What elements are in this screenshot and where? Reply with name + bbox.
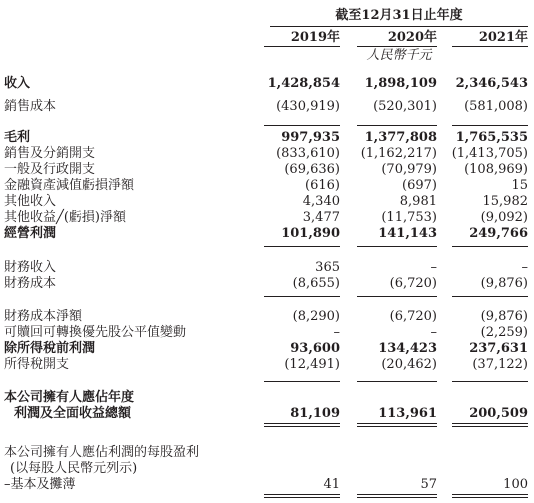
col1-header-rule [264,46,340,47]
row-value: (1,413,705) [451,146,528,161]
row-value: 249,766 [469,226,528,241]
period-heading: 截至12月31日止年度 [335,8,463,23]
row-value: 237,631 [469,341,528,356]
col2-header-rule [357,46,437,47]
row-value: – [521,260,528,275]
total-label-line2: 利潤及全面收益總額 [14,406,132,421]
col3-header-rule [452,46,528,47]
eps-double-rule [264,494,340,495]
total-double-rule [357,426,437,427]
row-label: 收入 [4,76,31,91]
row-label: 一般及行政開支 [4,162,96,177]
row-value: 101,890 [281,226,340,241]
row-value: (108,969) [464,162,528,177]
row-value: 4,340 [302,194,340,209]
eps-double-rule [357,494,437,495]
row-value: (6,720) [389,276,437,291]
row-label: 銷售及分銷開支 [4,146,96,161]
rule-operating [357,246,437,247]
rule-cost [264,125,340,126]
header-rule [270,26,528,27]
row-value: (69,636) [284,162,340,177]
row-value: (9,092) [480,210,528,225]
row-value: 997,935 [281,130,340,145]
eps-label-line2: (以每股人民幣元列示) [10,461,138,476]
rule-cost [357,125,437,126]
row-label: 財務成本淨額 [4,309,83,324]
rule-pretax [452,381,528,382]
row-value: (11,753) [381,210,437,225]
row-label: 除所得稅前利潤 [4,341,96,356]
total-double-rule [357,423,437,424]
row-label: 銷售成本 [4,99,57,114]
row-value: 365 [315,260,340,275]
rule-operating [264,246,340,247]
row-value: 8,981 [399,194,437,209]
eps-double-rule [357,497,437,498]
row-value: 1,377,808 [364,130,437,145]
row-value: – [333,325,340,340]
eps-2021: 100 [503,477,528,492]
row-value: (70,979) [381,162,437,177]
eps-double-rule [264,497,340,498]
total-label-line1: 本公司擁有人應佔年度 [4,390,135,405]
eps-double-rule [452,497,528,498]
eps-row-label: –基本及攤薄 [4,477,76,492]
eps-double-rule [452,494,528,495]
row-label: 所得稅開支 [4,357,70,372]
row-value: (8,655) [292,276,340,291]
row-value: – [430,260,437,275]
row-label: 毛利 [4,130,31,145]
row-value: (9,876) [480,309,528,324]
total-2021: 200,509 [469,406,528,421]
row-value: 1,898,109 [364,76,437,91]
row-value: (12,491) [284,357,340,372]
rule-finance [452,296,528,297]
row-value: (616) [305,178,340,193]
row-value: 1,428,854 [267,76,340,91]
row-value: (2,259) [480,325,528,340]
row-label: 財務成本 [4,276,57,291]
row-value: 2,346,543 [455,76,528,91]
rule-finance [264,296,340,297]
row-value: (8,290) [292,309,340,324]
rule-cost [452,125,528,126]
total-double-rule [452,423,528,424]
row-value: (9,876) [480,276,528,291]
row-label: 財務收入 [4,260,57,275]
row-value: (6,720) [389,309,437,324]
row-value: – [430,325,437,340]
rule-finance [357,296,437,297]
year-2021-header: 2021年 [478,30,528,45]
total-double-rule [264,426,340,427]
total-2019: 81,109 [290,406,340,421]
eps-2020: 57 [420,477,437,492]
row-value: 141,143 [378,226,437,241]
row-label: 其他收益╱(虧損)淨額 [4,210,126,225]
row-value: (697) [402,178,437,193]
row-label: 可贖回可轉換優先股公平值變動 [4,325,187,340]
rule-pretax [357,381,437,382]
year-2020-header: 2020年 [387,30,437,45]
total-double-rule [452,426,528,427]
row-value: 15,982 [482,194,528,209]
row-value: 3,477 [302,210,340,225]
row-value: (581,008) [464,99,528,114]
eps-2019: 41 [323,477,340,492]
row-value: 134,423 [378,341,437,356]
eps-label-line1: 本公司擁有人應佔利潤的每股盈利 [4,445,200,460]
row-label: 金融資產減值虧損淨額 [4,178,135,193]
row-value: (833,610) [276,146,340,161]
row-label: 其他收入 [4,194,57,209]
row-value: 15 [511,178,528,193]
rule-pretax [264,381,340,382]
row-value: (430,919) [276,99,340,114]
total-double-rule [264,423,340,424]
year-2019-header: 2019年 [290,30,340,45]
unit-label: 人民幣千元 [366,48,432,63]
row-value: 93,600 [290,341,340,356]
row-value: (20,462) [381,357,437,372]
total-2020: 113,961 [378,406,437,421]
row-label: 經營利潤 [4,226,57,241]
row-value: (37,122) [472,357,528,372]
row-value: (1,162,217) [360,146,437,161]
row-value: 1,765,535 [455,130,528,145]
rule-operating [452,246,528,247]
row-value: (520,301) [373,99,437,114]
